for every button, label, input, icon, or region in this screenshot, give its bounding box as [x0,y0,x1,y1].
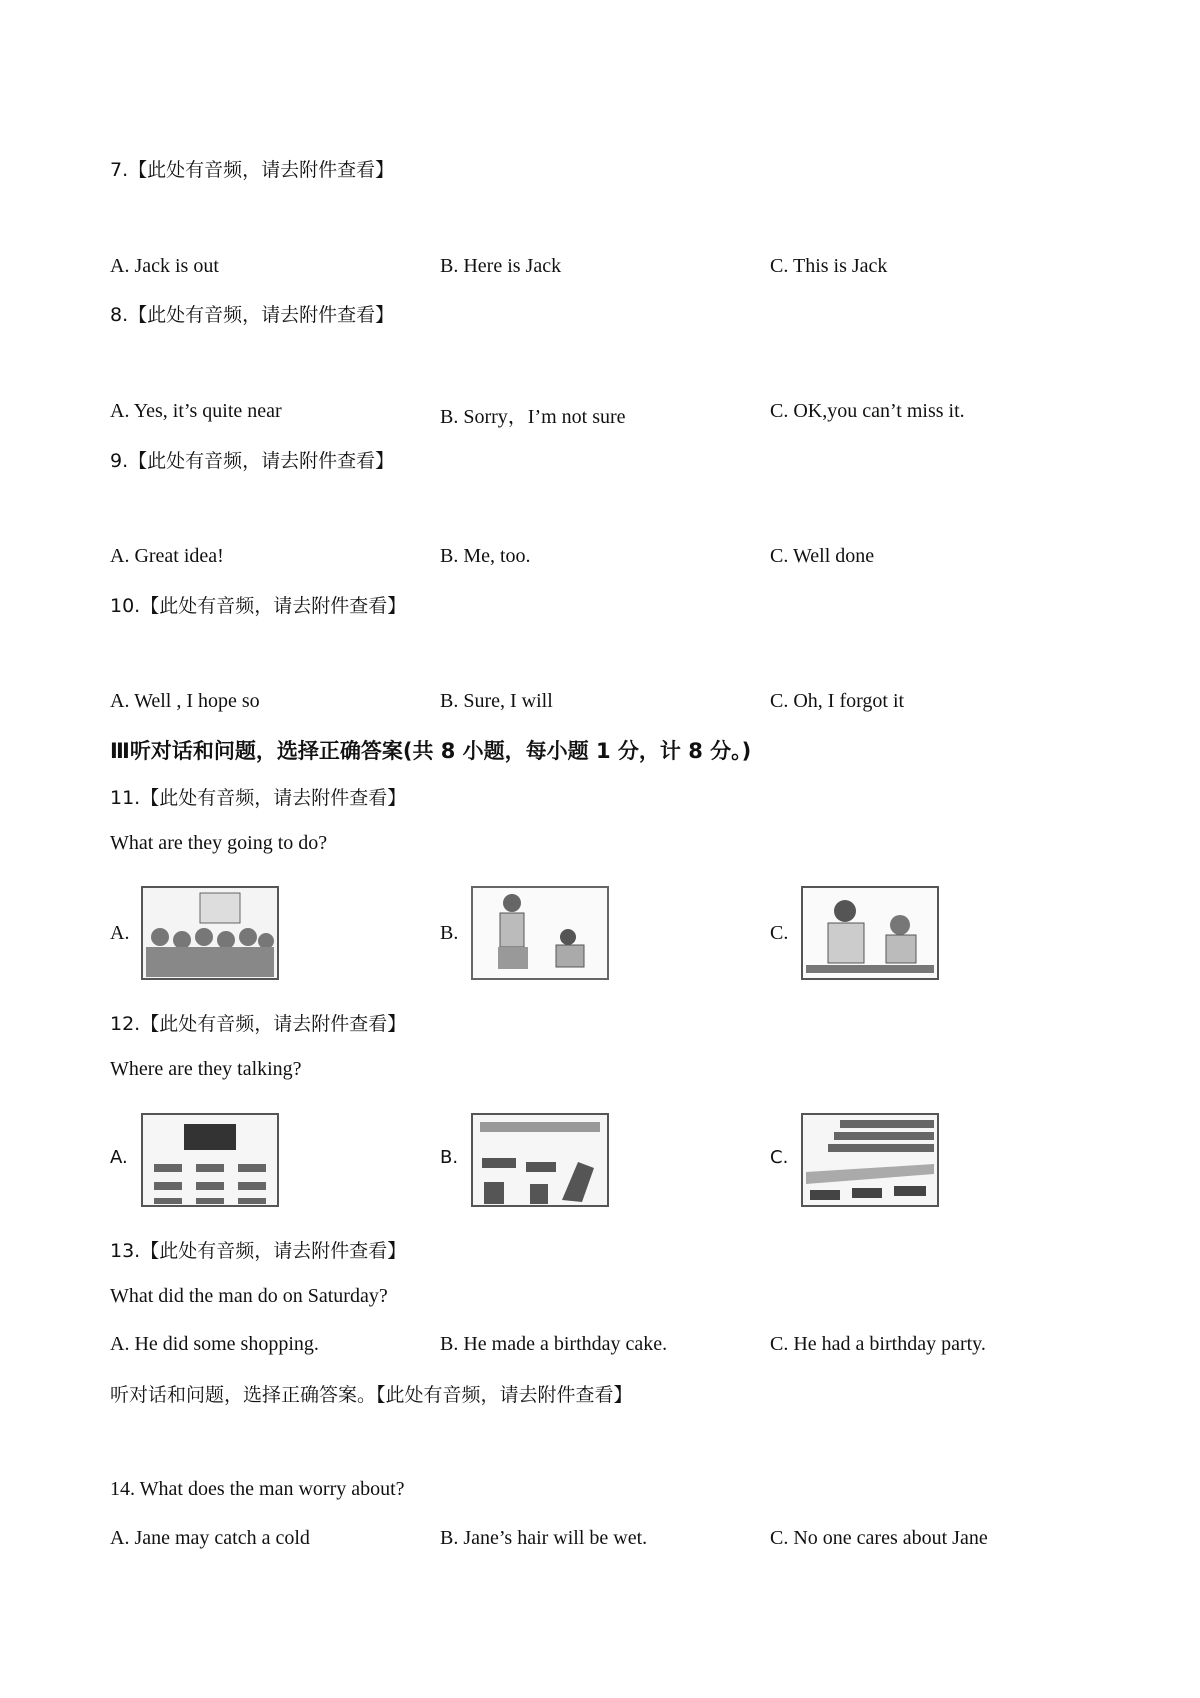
question-9 [110,446,394,473]
audio-note: 【此处有音频，请去附件查看】 [128,450,395,472]
question-8 [110,300,394,327]
q13-question: What did the man do on Saturday? [110,1285,388,1307]
dialogue-intro: 听对话和问题，选择正确答案。【此处有音频，请去附件查看】 [110,1384,633,1406]
doctor-patient-icon [470,885,610,981]
audio-note: 【此处有音频，请去附件查看】 [140,787,407,809]
q12-option-a-letter: A. [110,1147,128,1168]
q11-option-a-image [140,885,280,981]
question-number: 10. [110,595,141,617]
q11-question: What are they going to do? [110,832,328,854]
q12-option-c-image [800,1112,940,1208]
q12-option-b-image [470,1112,610,1208]
q12-question: Where are they talking? [110,1058,302,1080]
q7-option-c: C. This is Jack [770,255,888,277]
q14-option-b: B. Jane’s hair will be wet. [440,1527,648,1549]
q11-option-b-image [470,885,610,981]
q7-option-b: B. Here is Jack [440,255,562,277]
audio-note: 【此处有音频，请去附件查看】 [140,1240,407,1262]
auditorium-icon [800,1112,940,1208]
doctor-girl-icon [800,885,940,981]
q14-question: 14. What does the man worry about? [110,1478,405,1500]
q12-option-b-letter: B. [440,1147,459,1168]
question-number: 11. [110,787,141,809]
q8-option-c: C. OK,you can’t miss it. [770,400,965,422]
audio-note: 【此处有音频，请去附件查看】 [128,304,395,326]
q13-option-c: C. He had a birthday party. [770,1333,986,1355]
q9-option-b: B. Me, too. [440,545,531,567]
question-10 [110,591,406,618]
question-number: 9. [110,450,129,472]
q10-option-a: A. Well , I hope so [110,690,260,712]
audio-note: 【此处有音频，请去附件查看】 [140,595,407,617]
question-number: 12. [110,1013,141,1035]
q12-option-c-letter: C. [770,1147,789,1168]
q7-option-a: A. Jack is out [110,255,219,277]
section-3-heading: Ⅲ听对话和问题，选择正确答案(共 8 小题，每小题 1 分，计 8 分。) [110,739,752,763]
q9-option-a: A. Great idea! [110,545,224,567]
q11-option-c-image [800,885,940,981]
q11-option-c-letter: C. [770,922,789,944]
question-12 [110,1009,406,1036]
q8-option-a: A. Yes, it’s quite near [110,400,282,422]
q14-option-a: A. Jane may catch a cold [110,1527,310,1549]
question-7 [110,155,394,182]
office-icon [470,1112,610,1208]
question-number: 7. [110,159,129,181]
q11-option-b-letter: B. [440,922,459,944]
question-13 [110,1236,406,1263]
audio-note: 【此处有音频，请去附件查看】 [128,159,395,181]
q10-option-c: C. Oh, I forgot it [770,690,905,712]
q13-option-a: A. He did some shopping. [110,1333,319,1355]
q12-option-a-image [140,1112,280,1208]
q13-option-b: B. He made a birthday cake. [440,1333,668,1355]
q14-option-c: C. No one cares about Jane [770,1527,988,1549]
question-number: 8. [110,304,129,326]
question-11 [110,783,406,810]
q10-option-b: B. Sure, I will [440,690,553,712]
q9-option-c: C. Well done [770,545,875,567]
classroom-audience-icon [140,885,280,981]
q8-option-b: B. Sorry，I’m not sure [440,406,626,428]
audio-note: 【此处有音频，请去附件查看】 [140,1013,407,1035]
classroom-icon [140,1112,280,1208]
q11-option-a-letter: A. [110,922,130,944]
question-number: 13. [110,1240,141,1262]
